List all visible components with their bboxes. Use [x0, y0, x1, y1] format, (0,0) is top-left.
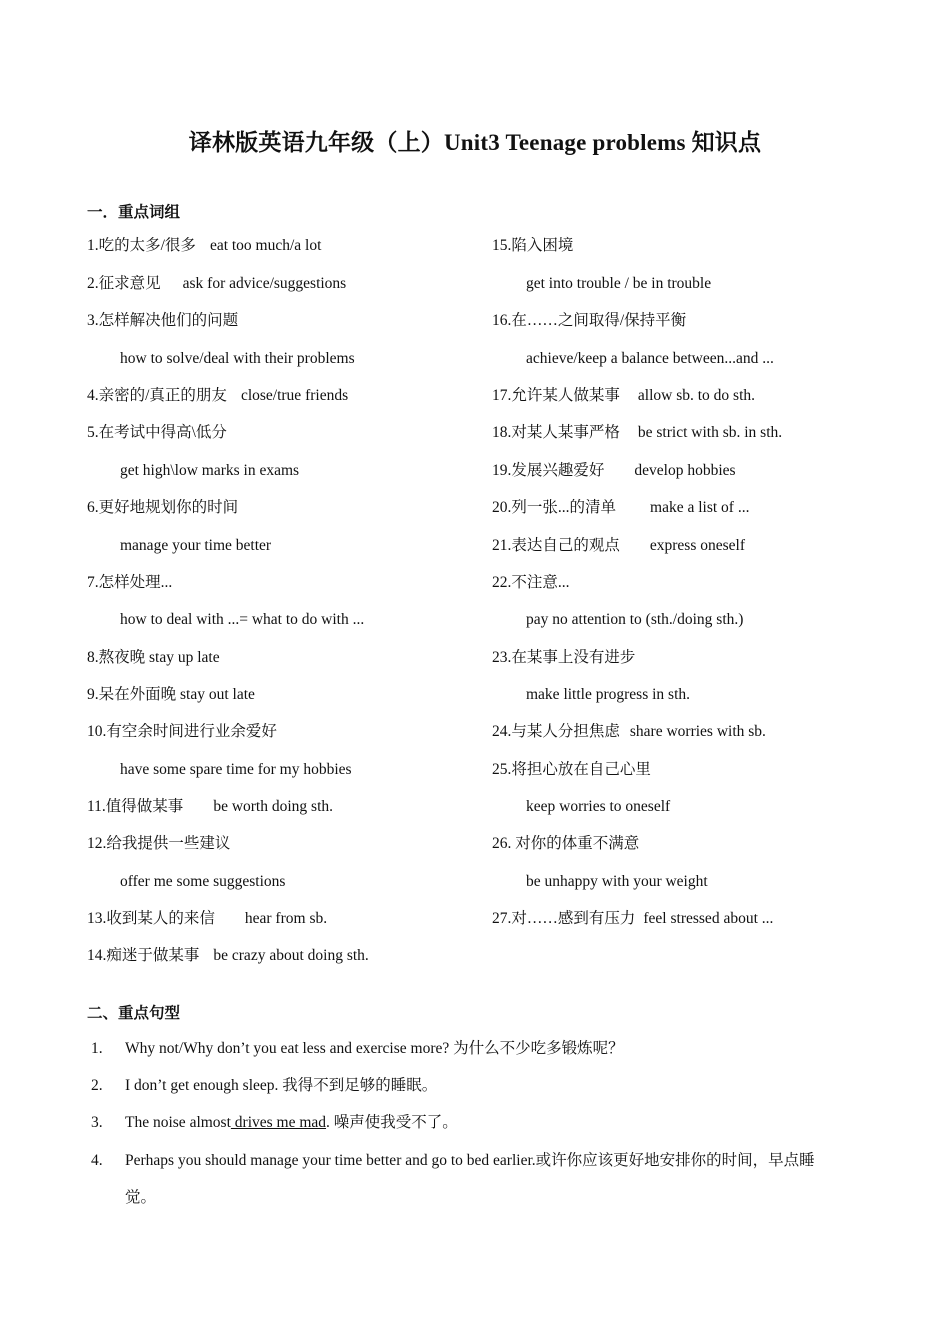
phrase-item: 20.列一张...的清单 make a list of ...	[492, 499, 750, 516]
phrase-item-en: be unhappy with your weight	[526, 873, 708, 890]
sentence-text: Perhaps you should manage your time better and go to bed earlier.或许你应该更好地安排你的时间，早点睡	[125, 1152, 815, 1169]
phrase-item-cn: 16.在……之间取得/保持平衡	[492, 312, 687, 329]
sentence-number: 2.	[91, 1077, 103, 1094]
phrase-item: 21.表达自己的观点 express oneself	[492, 537, 746, 554]
phrase-item-en: get high\low marks in exams	[120, 462, 300, 479]
phrase-item: 24.与某人分担焦虑 share worries with sb.	[492, 723, 766, 740]
sentence-number: 1.	[91, 1040, 103, 1057]
phrase-item: 27.对……感到有压力 feel stressed about ...	[492, 910, 774, 927]
phrase-item: 13.收到某人的来信 hear from sb.	[87, 910, 328, 927]
phrase-item-en: get into trouble / be in trouble	[526, 275, 712, 292]
phrase-item-cn: 5.在考试中得高\低分	[87, 424, 227, 441]
section-heading-phrases: 一．重点词组	[87, 204, 181, 221]
phrase-item-cn: 23.在某事上没有进步	[492, 649, 636, 666]
phrase-item-cn: 15.陷入困境	[492, 237, 574, 254]
phrase-item-cn: 6.更好地规划你的时间	[87, 499, 239, 516]
phrase-item: 2.征求意见 ask for advice/suggestions	[87, 275, 347, 292]
phrase-item: 19.发展兴趣爱好 develop hobbies	[492, 462, 736, 479]
phrase-item-cn: 10.有空余时间进行业余爱好	[87, 723, 277, 740]
sentence-text: The noise almost drives me mad. 噪声使我受不了。	[125, 1114, 458, 1131]
phrase-item-cn: 26. 对你的体重不满意	[492, 835, 640, 852]
sentence-number: 4.	[91, 1152, 103, 1169]
phrase-item-en: have some spare time for my hobbies	[120, 761, 352, 778]
phrase-item-en: pay no attention to (sth./doing sth.)	[526, 611, 744, 628]
phrase-item-en: offer me some suggestions	[120, 873, 286, 890]
phrase-item-cn: 12.给我提供一些建议	[87, 835, 231, 852]
phrase-item-cn: 22.不注意...	[492, 574, 570, 591]
sentence-text: I don’t get enough sleep. 我得不到足够的睡眠。	[125, 1077, 438, 1094]
phrase-item: 18.对某人某事严格 be strict with sb. in sth.	[492, 424, 783, 441]
phrase-item-cn: 7.怎样处理...	[87, 574, 173, 591]
phrase-item-en: manage your time better	[120, 537, 272, 554]
sentence-text-continued: 觉。	[125, 1189, 157, 1206]
section-heading-sentences: 二、重点句型	[87, 1005, 181, 1022]
phrase-item: 8.熬夜晚 stay up late	[87, 649, 220, 666]
phrase-item: 14.痴迷于做某事 be crazy about doing sth.	[87, 947, 369, 964]
underlined-phrase: drives me mad	[230, 1114, 327, 1131]
phrase-item: 4.亲密的/真正的朋友 close/true friends	[87, 387, 349, 404]
phrase-item-cn: 3.怎样解决他们的问题	[87, 312, 239, 329]
phrase-item: 9.呆在外面晚 stay out late	[87, 686, 255, 703]
phrase-item-en: make little progress in sth.	[526, 686, 691, 703]
sentence-text: Why not/Why don’t you eat less and exercise more? 为什么不少吃多锻炼呢？	[125, 1040, 624, 1057]
phrase-item-en: keep worries to oneself	[526, 798, 671, 815]
page-title: 译林版英语九年级（上）Unit3 Teenage problems 知识点	[188, 130, 762, 155]
phrase-item: 17.允许某人做某事 allow sb. to do sth.	[492, 387, 756, 404]
sentence-number: 3.	[91, 1114, 103, 1131]
phrase-item-cn: 25.将担心放在自己心里	[492, 761, 651, 778]
phrase-item-en: how to deal with ...= what to do with ...	[120, 611, 365, 628]
phrase-item-en: how to solve/deal with their problems	[120, 350, 355, 367]
phrase-item-en: achieve/keep a balance between...and ...	[526, 350, 774, 367]
phrase-item: 1.吃的太多/很多 eat too much/a lot	[87, 237, 322, 254]
phrase-item: 11.值得做某事 be worth doing sth.	[87, 798, 333, 815]
